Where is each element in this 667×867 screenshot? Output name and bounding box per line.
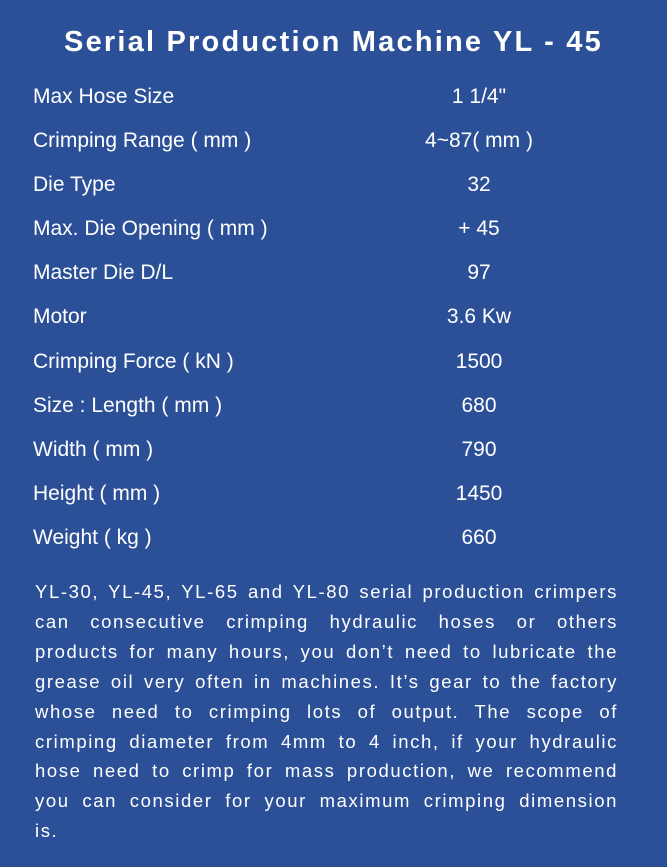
spec-table xyxy=(33,75,633,560)
spec-label: Max. Die Opening ( mm ) xyxy=(33,217,268,241)
spec-row-crimping-range xyxy=(33,119,633,163)
spec-label: Master Die D/L xyxy=(33,261,174,285)
spec-value: 660 xyxy=(461,525,497,549)
spec-label: Height ( mm ) xyxy=(33,481,161,505)
spec-row-length xyxy=(33,384,633,428)
spec-value: 680 xyxy=(461,393,497,417)
spec-label: Crimping Range ( mm ) xyxy=(33,129,252,153)
spec-row-die-type xyxy=(33,163,633,207)
spec-value: 3.6 Kw xyxy=(446,305,512,329)
spec-row-weight xyxy=(33,516,633,560)
spec-value: 32 xyxy=(467,173,491,197)
spec-row-max-die-opening xyxy=(33,207,633,251)
spec-row-motor xyxy=(33,295,633,339)
spec-value: 97 xyxy=(467,261,491,285)
spec-value: 4~87( mm ) xyxy=(425,129,533,153)
spec-row-max-hose-size xyxy=(33,75,633,119)
spec-label: Die Type xyxy=(33,173,116,197)
spec-label: Size : Length ( mm ) xyxy=(33,393,223,417)
spec-row-width xyxy=(33,428,633,472)
product-description: YL-30, YL-45, YL-65 and YL-80 serial production crimpers can consecutive crimping hydraulic hoses or others products for many hours, you don’t need to lubricate the grease oil very often in machines. It’s gear to the factory whose need to crimping lots of output. The scope of crimping diameter from 4mm to 4 inch, if your hydraulic hose need to crimp for mass production, we recommend you can consider for your maximum crimping dimension is. xyxy=(35,581,618,842)
spec-row-crimping-force xyxy=(33,340,633,384)
spec-label: Weight ( kg ) xyxy=(33,525,152,549)
spec-row-height xyxy=(33,472,633,516)
spec-value: 790 xyxy=(461,437,497,461)
page-title: Serial Production Machine YL - 45 xyxy=(64,26,603,58)
spec-label: Motor xyxy=(33,305,87,329)
spec-label: Crimping Force ( kN ) xyxy=(33,349,234,373)
spec-value: + 45 xyxy=(458,217,500,241)
spec-label: Width ( mm ) xyxy=(33,437,154,461)
spec-label: Max Hose Size xyxy=(33,85,175,108)
spec-value: 1500 xyxy=(455,349,503,373)
spec-row-master-die xyxy=(33,251,633,295)
spec-value: 1450 xyxy=(455,481,503,505)
spec-value: 1 1/4" xyxy=(451,85,507,108)
